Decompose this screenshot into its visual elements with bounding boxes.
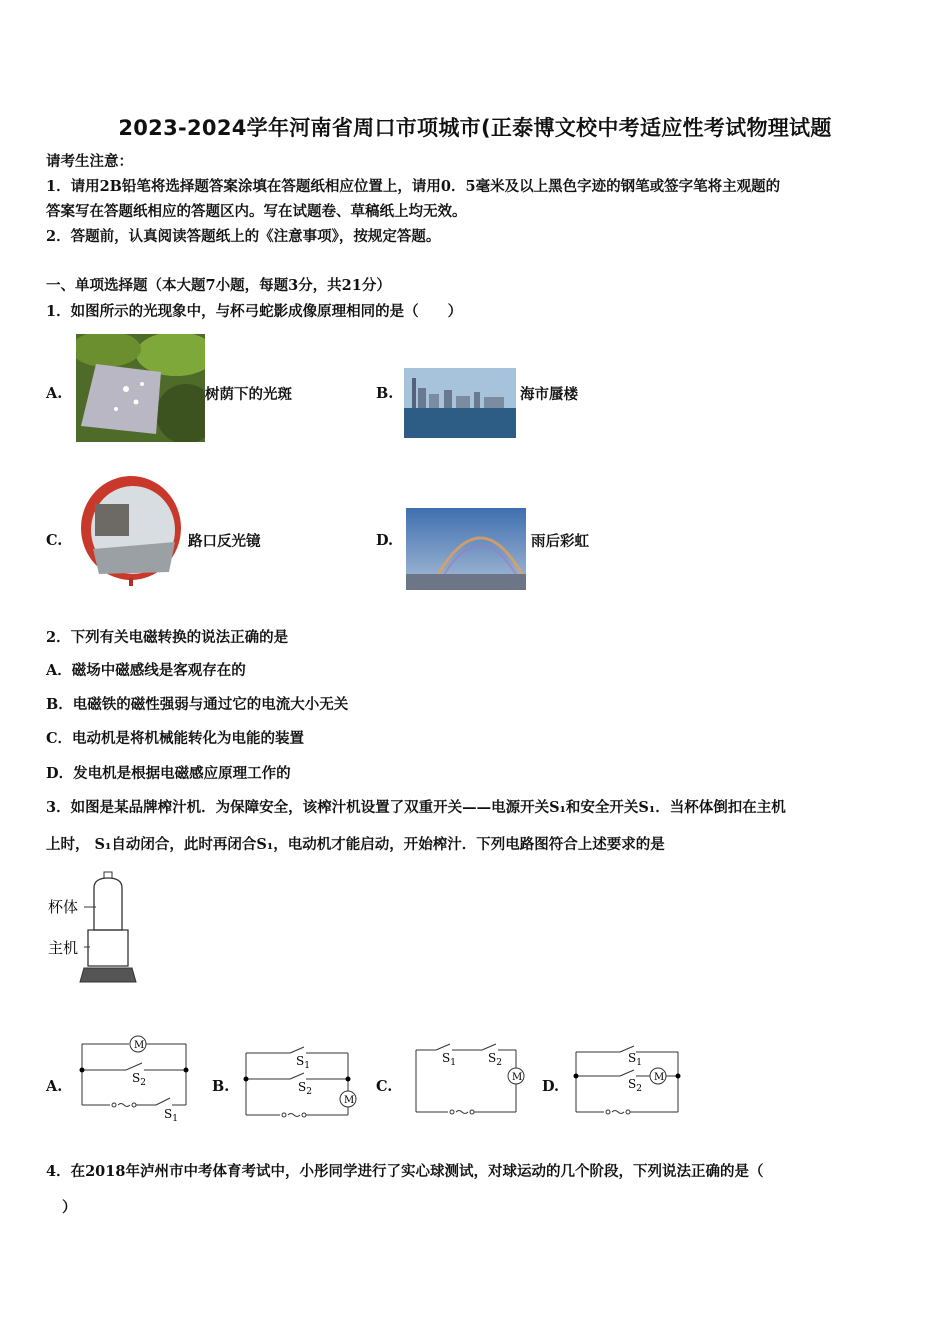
- notice-heading: 请考生注意：: [46, 153, 133, 170]
- q1-option-a-caption: 树荫下的光斑: [205, 386, 292, 403]
- svg-text:M: M: [512, 1072, 523, 1083]
- svg-text:S2: $S_2$: [628, 1077, 642, 1094]
- q2-option-c: C．电动机是将机械能转化为电能的装置: [46, 730, 305, 747]
- q1-option-d-letter: D.: [376, 532, 394, 549]
- q2-option-a: A．磁场中磁感线是客观存在的: [46, 662, 246, 679]
- juicer-figure: [48, 870, 148, 988]
- q1-option-b-letter: B.: [376, 385, 394, 402]
- svg-text:S1: $S_1$: [628, 1051, 642, 1068]
- circuit-a-diagram: [74, 1030, 194, 1125]
- section-heading: 一、单项选择题（本大题7小题，每题3分，共21分）: [46, 277, 391, 294]
- notice-line-1: 1．请用2B铅笔将选择题答案涂填在答题纸相应位置上，请用0．5毫米及以上黑色字迹的钢笔或签字笔将主观题的: [46, 178, 781, 195]
- q2-stem: 2．下列有关电磁转换的说法正确的是: [46, 629, 289, 646]
- notice-line-2: 2．答题前，认真阅读答题纸上的《注意事项》，按规定答题。: [46, 228, 441, 245]
- q4-stem-line-1: 4．在2018年泸州市中考体育考试中，小彤同学进行了实心球测试，对球运动的几个阶段，下列说法正确的是（: [46, 1163, 764, 1180]
- q3-stem-line-1: 3．如图是某品牌榨汁机．为保障安全，该榨汁机设置了双重开关——电源开关S₁和安全开关S₁．当杯体倒扣在主机: [46, 799, 786, 816]
- shadow-light-spots-photo: [76, 334, 205, 442]
- svg-text:S1: $S_1$: [442, 1051, 456, 1068]
- q1-option-b-caption: 海市蜃楼: [520, 386, 578, 403]
- svg-text:S2: $S_2$: [298, 1080, 312, 1097]
- motor-symbol: M: [134, 1040, 145, 1051]
- rainbow-photo: [406, 508, 526, 590]
- svg-text:M: M: [344, 1095, 355, 1106]
- notice-line-1b: 答案写在答题纸相应的答题区内。写在试题卷、草稿纸上均无效。: [46, 203, 467, 220]
- circuit-a-letter: A.: [46, 1078, 63, 1095]
- base-label: 主机: [48, 939, 79, 957]
- mirage-photo: [404, 368, 516, 438]
- switch-s2-label: $S_2$: [132, 1071, 146, 1088]
- q4-stem-line-2: ）: [62, 1199, 77, 1216]
- q3-stem-line-2: 上时， S₁自动闭合，此时再闭合S₁，电动机才能启动，开始榨汁．下列电路图符合上述要求的是: [46, 836, 665, 853]
- svg-text:S1: $S_1$: [296, 1054, 310, 1071]
- q1-option-d-caption: 雨后彩虹: [531, 533, 589, 550]
- page-title: 2023-2024学年河南省周口市项城市(正泰博文校中考适应性考试物理试题: [118, 116, 832, 140]
- q2-option-d: D．发电机是根据电磁感应原理工作的: [46, 765, 291, 782]
- convex-mirror-photo: [79, 474, 183, 586]
- q2-option-b: B．电磁铁的磁性强弱与通过它的电流大小无关: [46, 696, 349, 713]
- svg-text:S2: $S_2$: [488, 1051, 502, 1068]
- circuit-c-letter: C.: [376, 1078, 393, 1095]
- switch-s1-label: $S_1$: [164, 1107, 178, 1124]
- circuit-b-diagram: [240, 1043, 365, 1125]
- circuit-d-diagram: [570, 1040, 690, 1120]
- cup-label: 杯体: [48, 898, 79, 916]
- circuit-c-diagram: [410, 1040, 535, 1120]
- q1-option-a-letter: A.: [46, 385, 63, 402]
- svg-text:M: M: [654, 1072, 665, 1083]
- q1-option-c-caption: 路口反光镜: [188, 533, 261, 550]
- circuit-b-letter: B.: [212, 1078, 230, 1095]
- q1-option-c-letter: C.: [46, 532, 63, 549]
- circuit-d-letter: D.: [542, 1078, 560, 1095]
- q1-stem: 1．如图所示的光现象中，与杯弓蛇影成像原理相同的是（ ）: [46, 303, 463, 320]
